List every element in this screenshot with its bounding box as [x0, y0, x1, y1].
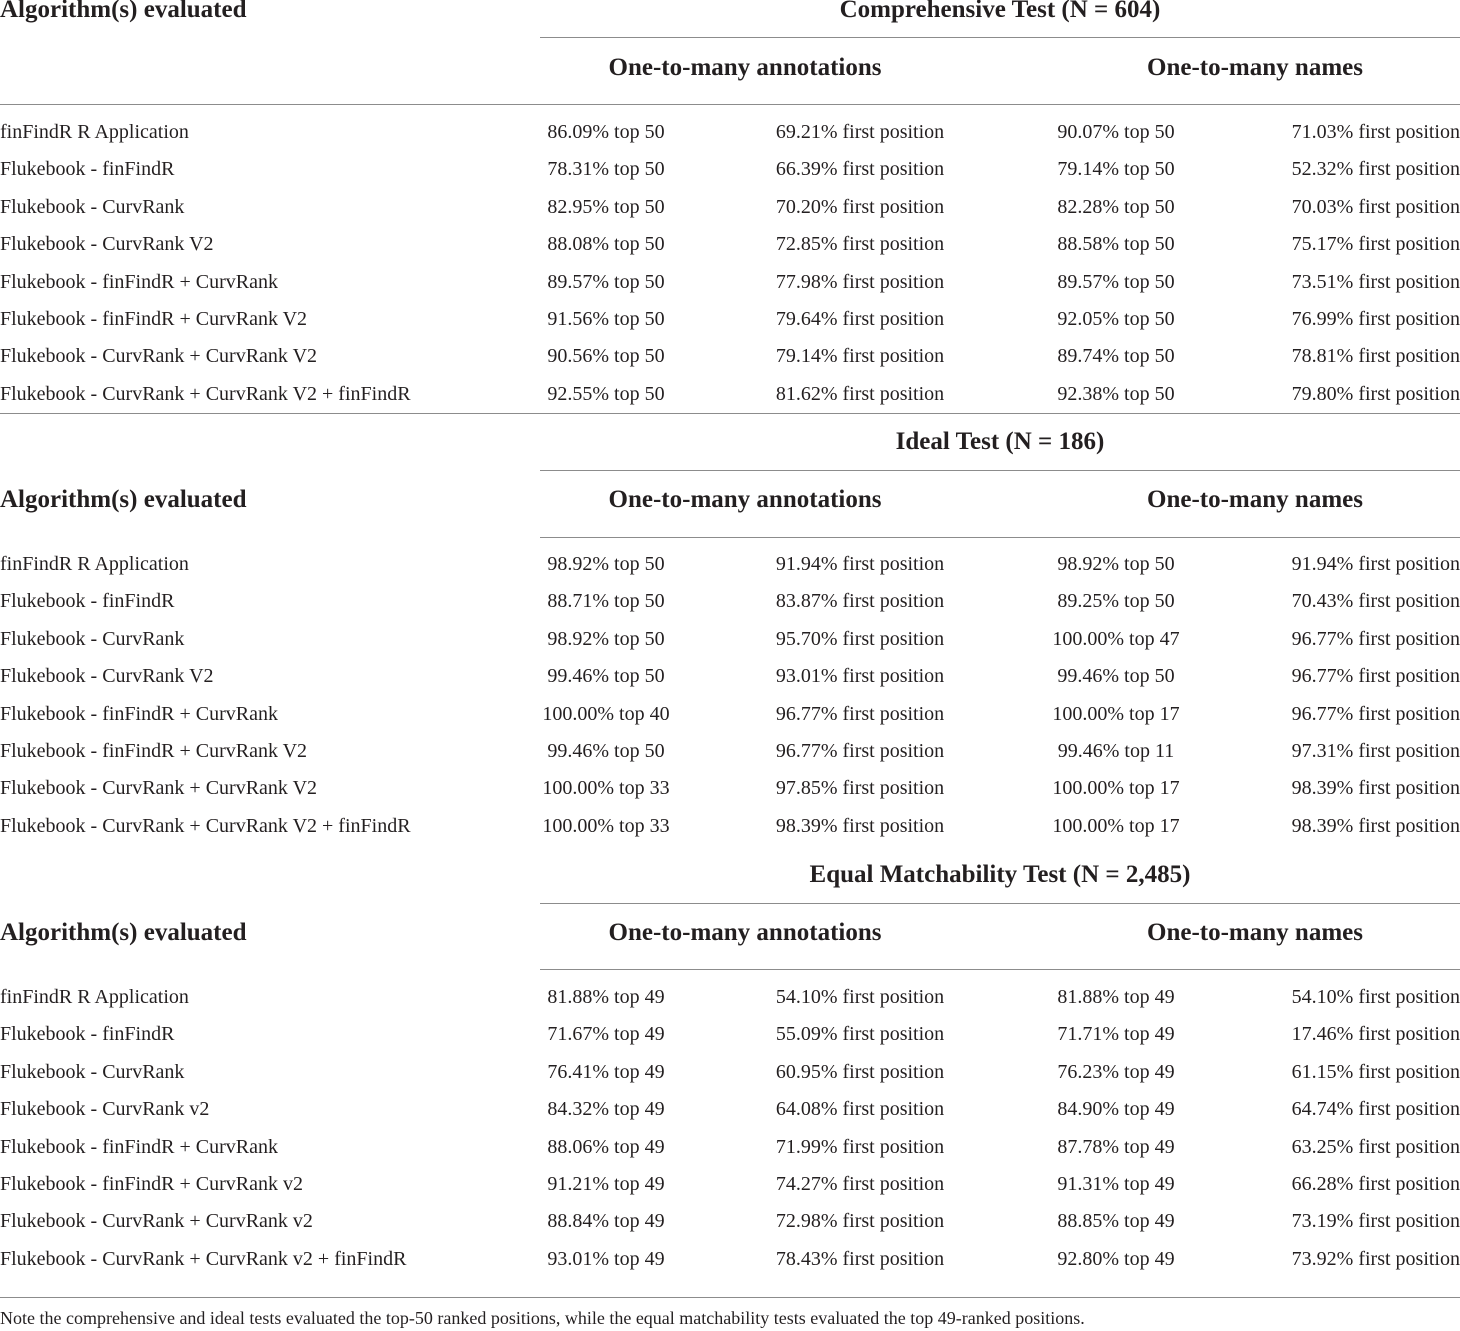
names-first-position-value: 98.39% first position	[1291, 815, 1460, 837]
table-footnote: Note the comprehensive and ideal tests evaluated the top-50 ranked positions, while the equal matchability tests evaluated the top 49-ranked positions.	[0, 1308, 1085, 1328]
annotations-top-value: 98.92% top 50	[547, 628, 665, 650]
annotations-top-value: 99.46% top 50	[547, 665, 665, 687]
annotations-top-value: 100.00% top 33	[542, 815, 670, 837]
annotations-top-value: 88.71% top 50	[547, 590, 665, 612]
algorithm-name: finFindR R Application	[0, 553, 189, 575]
annotations-top-value: 88.06% top 49	[547, 1136, 665, 1158]
annotations-first-position-value: 77.98% first position	[775, 271, 945, 293]
rule	[0, 1297, 1460, 1298]
algorithm-name: Flukebook - CurvRank	[0, 196, 185, 218]
annotations-first-position-value: 79.64% first position	[775, 308, 945, 330]
names-first-position-value: 78.81% first position	[1291, 345, 1460, 367]
names-top-value: 92.05% top 50	[1057, 308, 1175, 330]
annotations-first-position-value: 95.70% first position	[775, 628, 945, 650]
annotations-first-position-value: 78.43% first position	[775, 1248, 945, 1270]
annotations-first-position-value: 74.27% first position	[775, 1173, 945, 1195]
annotations-top-value: 78.31% top 50	[547, 158, 665, 180]
annotations-top-value: 76.41% top 49	[547, 1061, 665, 1083]
names-top-value: 100.00% top 17	[1052, 815, 1180, 837]
names-top-value: 89.57% top 50	[1057, 271, 1175, 293]
annotations-first-position-value: 70.20% first position	[775, 196, 945, 218]
subheader-annotations: One-to-many annotations	[608, 54, 882, 81]
algorithm-name: Flukebook - CurvRank V2	[0, 665, 214, 687]
names-top-value: 84.90% top 49	[1057, 1098, 1175, 1120]
algorithm-name: Flukebook - finFindR + CurvRank	[0, 703, 278, 725]
section-title: Comprehensive Test (N = 604)	[839, 0, 1161, 23]
names-first-position-value: 66.28% first position	[1291, 1173, 1460, 1195]
names-top-value: 88.85% top 49	[1057, 1210, 1175, 1232]
algorithm-header: Algorithm(s) evaluated	[0, 0, 247, 23]
names-first-position-value: 96.77% first position	[1291, 628, 1460, 650]
algorithm-name: Flukebook - CurvRank + CurvRank V2 + finFindR	[0, 383, 411, 405]
annotations-first-position-value: 69.21% first position	[775, 121, 945, 143]
algorithm-name: Flukebook - finFindR	[0, 158, 175, 180]
names-top-value: 81.88% top 49	[1057, 986, 1175, 1008]
annotations-first-position-value: 54.10% first position	[775, 986, 945, 1008]
names-first-position-value: 96.77% first position	[1291, 703, 1460, 725]
names-top-value: 91.31% top 49	[1057, 1173, 1175, 1195]
names-top-value: 87.78% top 49	[1057, 1136, 1175, 1158]
algorithm-name: Flukebook - finFindR + CurvRank	[0, 1136, 278, 1158]
algorithm-name: Flukebook - CurvRank + CurvRank v2	[0, 1210, 313, 1232]
annotations-first-position-value: 55.09% first position	[775, 1023, 945, 1045]
names-top-value: 88.58% top 50	[1057, 233, 1175, 255]
names-first-position-value: 98.39% first position	[1291, 777, 1460, 799]
names-top-value: 79.14% top 50	[1057, 158, 1175, 180]
names-first-position-value: 70.43% first position	[1291, 590, 1460, 612]
names-first-position-value: 79.80% first position	[1291, 383, 1460, 405]
algorithm-name: Flukebook - finFindR + CurvRank v2	[0, 1173, 303, 1195]
annotations-top-value: 91.21% top 49	[547, 1173, 665, 1195]
names-first-position-value: 96.77% first position	[1291, 665, 1460, 687]
annotations-top-value: 82.95% top 50	[547, 196, 665, 218]
names-first-position-value: 70.03% first position	[1291, 196, 1460, 218]
annotations-first-position-value: 97.85% first position	[775, 777, 945, 799]
annotations-top-value: 100.00% top 40	[542, 703, 670, 725]
annotations-first-position-value: 72.85% first position	[775, 233, 945, 255]
names-first-position-value: 76.99% first position	[1291, 308, 1460, 330]
names-first-position-value: 54.10% first position	[1291, 986, 1460, 1008]
annotations-top-value: 88.08% top 50	[547, 233, 665, 255]
rule	[540, 969, 1460, 970]
rule	[540, 470, 1460, 471]
annotations-top-value: 91.56% top 50	[547, 308, 665, 330]
names-top-value: 92.80% top 49	[1057, 1248, 1175, 1270]
algorithm-name: Flukebook - CurvRank V2	[0, 233, 214, 255]
names-first-position-value: 73.19% first position	[1291, 1210, 1460, 1232]
names-first-position-value: 17.46% first position	[1291, 1023, 1460, 1045]
rule	[540, 37, 1460, 38]
algorithm-header: Algorithm(s) evaluated	[0, 486, 247, 513]
annotations-first-position-value: 81.62% first position	[775, 383, 945, 405]
annotations-top-value: 89.57% top 50	[547, 271, 665, 293]
names-first-position-value: 52.32% first position	[1291, 158, 1460, 180]
annotations-first-position-value: 98.39% first position	[775, 815, 945, 837]
subheader-annotations: One-to-many annotations	[608, 919, 882, 946]
annotations-first-position-value: 64.08% first position	[775, 1098, 945, 1120]
rule	[0, 104, 1460, 105]
names-top-value: 100.00% top 17	[1052, 703, 1180, 725]
annotations-first-position-value: 66.39% first position	[775, 158, 945, 180]
names-top-value: 100.00% top 47	[1052, 628, 1180, 650]
algorithm-name: Flukebook - CurvRank + CurvRank V2 + finFindR	[0, 815, 411, 837]
names-first-position-value: 71.03% first position	[1291, 121, 1460, 143]
algorithm-name: finFindR R Application	[0, 986, 189, 1008]
annotations-first-position-value: 60.95% first position	[775, 1061, 945, 1083]
names-first-position-value: 73.92% first position	[1291, 1248, 1460, 1270]
annotations-first-position-value: 96.77% first position	[775, 703, 945, 725]
names-top-value: 98.92% top 50	[1057, 553, 1175, 575]
names-first-position-value: 63.25% first position	[1291, 1136, 1460, 1158]
annotations-first-position-value: 91.94% first position	[775, 553, 945, 575]
annotations-top-value: 71.67% top 49	[547, 1023, 665, 1045]
algorithm-header: Algorithm(s) evaluated	[0, 919, 247, 946]
algorithm-name: Flukebook - CurvRank v2	[0, 1098, 210, 1120]
algorithm-name: Flukebook - finFindR	[0, 590, 175, 612]
subheader-names: One-to-many names	[1147, 54, 1363, 81]
annotations-top-value: 92.55% top 50	[547, 383, 665, 405]
names-first-position-value: 61.15% first position	[1291, 1061, 1460, 1083]
annotations-top-value: 93.01% top 49	[547, 1248, 665, 1270]
annotations-top-value: 90.56% top 50	[547, 345, 665, 367]
subheader-names: One-to-many names	[1147, 919, 1363, 946]
names-top-value: 99.46% top 50	[1057, 665, 1175, 687]
names-top-value: 89.25% top 50	[1057, 590, 1175, 612]
annotations-top-value: 81.88% top 49	[547, 986, 665, 1008]
annotations-first-position-value: 79.14% first position	[775, 345, 945, 367]
rule	[540, 903, 1460, 904]
names-first-position-value: 64.74% first position	[1291, 1098, 1460, 1120]
rule	[0, 413, 1460, 414]
annotations-top-value: 88.84% top 49	[547, 1210, 665, 1232]
names-first-position-value: 97.31% first position	[1291, 740, 1460, 762]
names-first-position-value: 75.17% first position	[1291, 233, 1460, 255]
names-first-position-value: 91.94% first position	[1291, 553, 1460, 575]
annotations-first-position-value: 96.77% first position	[775, 740, 945, 762]
names-top-value: 92.38% top 50	[1057, 383, 1175, 405]
subheader-annotations: One-to-many annotations	[608, 486, 882, 513]
annotations-top-value: 98.92% top 50	[547, 553, 665, 575]
annotations-top-value: 99.46% top 50	[547, 740, 665, 762]
algorithm-name: Flukebook - CurvRank	[0, 1061, 185, 1083]
annotations-first-position-value: 71.99% first position	[775, 1136, 945, 1158]
algorithm-name: Flukebook - CurvRank + CurvRank v2 + finFindR	[0, 1248, 407, 1270]
algorithm-name: Flukebook - finFindR	[0, 1023, 175, 1045]
names-top-value: 82.28% top 50	[1057, 196, 1175, 218]
annotations-first-position-value: 83.87% first position	[775, 590, 945, 612]
annotations-top-value: 100.00% top 33	[542, 777, 670, 799]
annotations-first-position-value: 72.98% first position	[775, 1210, 945, 1232]
names-top-value: 100.00% top 17	[1052, 777, 1180, 799]
section-title: Ideal Test (N = 186)	[895, 428, 1105, 455]
algorithm-name: Flukebook - CurvRank + CurvRank V2	[0, 777, 318, 799]
names-top-value: 76.23% top 49	[1057, 1061, 1175, 1083]
rule	[540, 537, 1460, 538]
algorithm-name: Flukebook - finFindR + CurvRank V2	[0, 308, 308, 330]
algorithm-name: Flukebook - CurvRank + CurvRank V2	[0, 345, 318, 367]
subheader-names: One-to-many names	[1147, 486, 1363, 513]
annotations-top-value: 84.32% top 49	[547, 1098, 665, 1120]
names-top-value: 89.74% top 50	[1057, 345, 1175, 367]
names-first-position-value: 73.51% first position	[1291, 271, 1460, 293]
algorithm-name: finFindR R Application	[0, 121, 189, 143]
names-top-value: 71.71% top 49	[1057, 1023, 1175, 1045]
names-top-value: 90.07% top 50	[1057, 121, 1175, 143]
algorithm-name: Flukebook - finFindR + CurvRank	[0, 271, 278, 293]
names-top-value: 99.46% top 11	[1057, 740, 1175, 762]
algorithm-name: Flukebook - finFindR + CurvRank V2	[0, 740, 308, 762]
annotations-first-position-value: 93.01% first position	[775, 665, 945, 687]
section-title: Equal Matchability Test (N = 2,485)	[809, 861, 1191, 888]
annotations-top-value: 86.09% top 50	[547, 121, 665, 143]
algorithm-name: Flukebook - CurvRank	[0, 628, 185, 650]
